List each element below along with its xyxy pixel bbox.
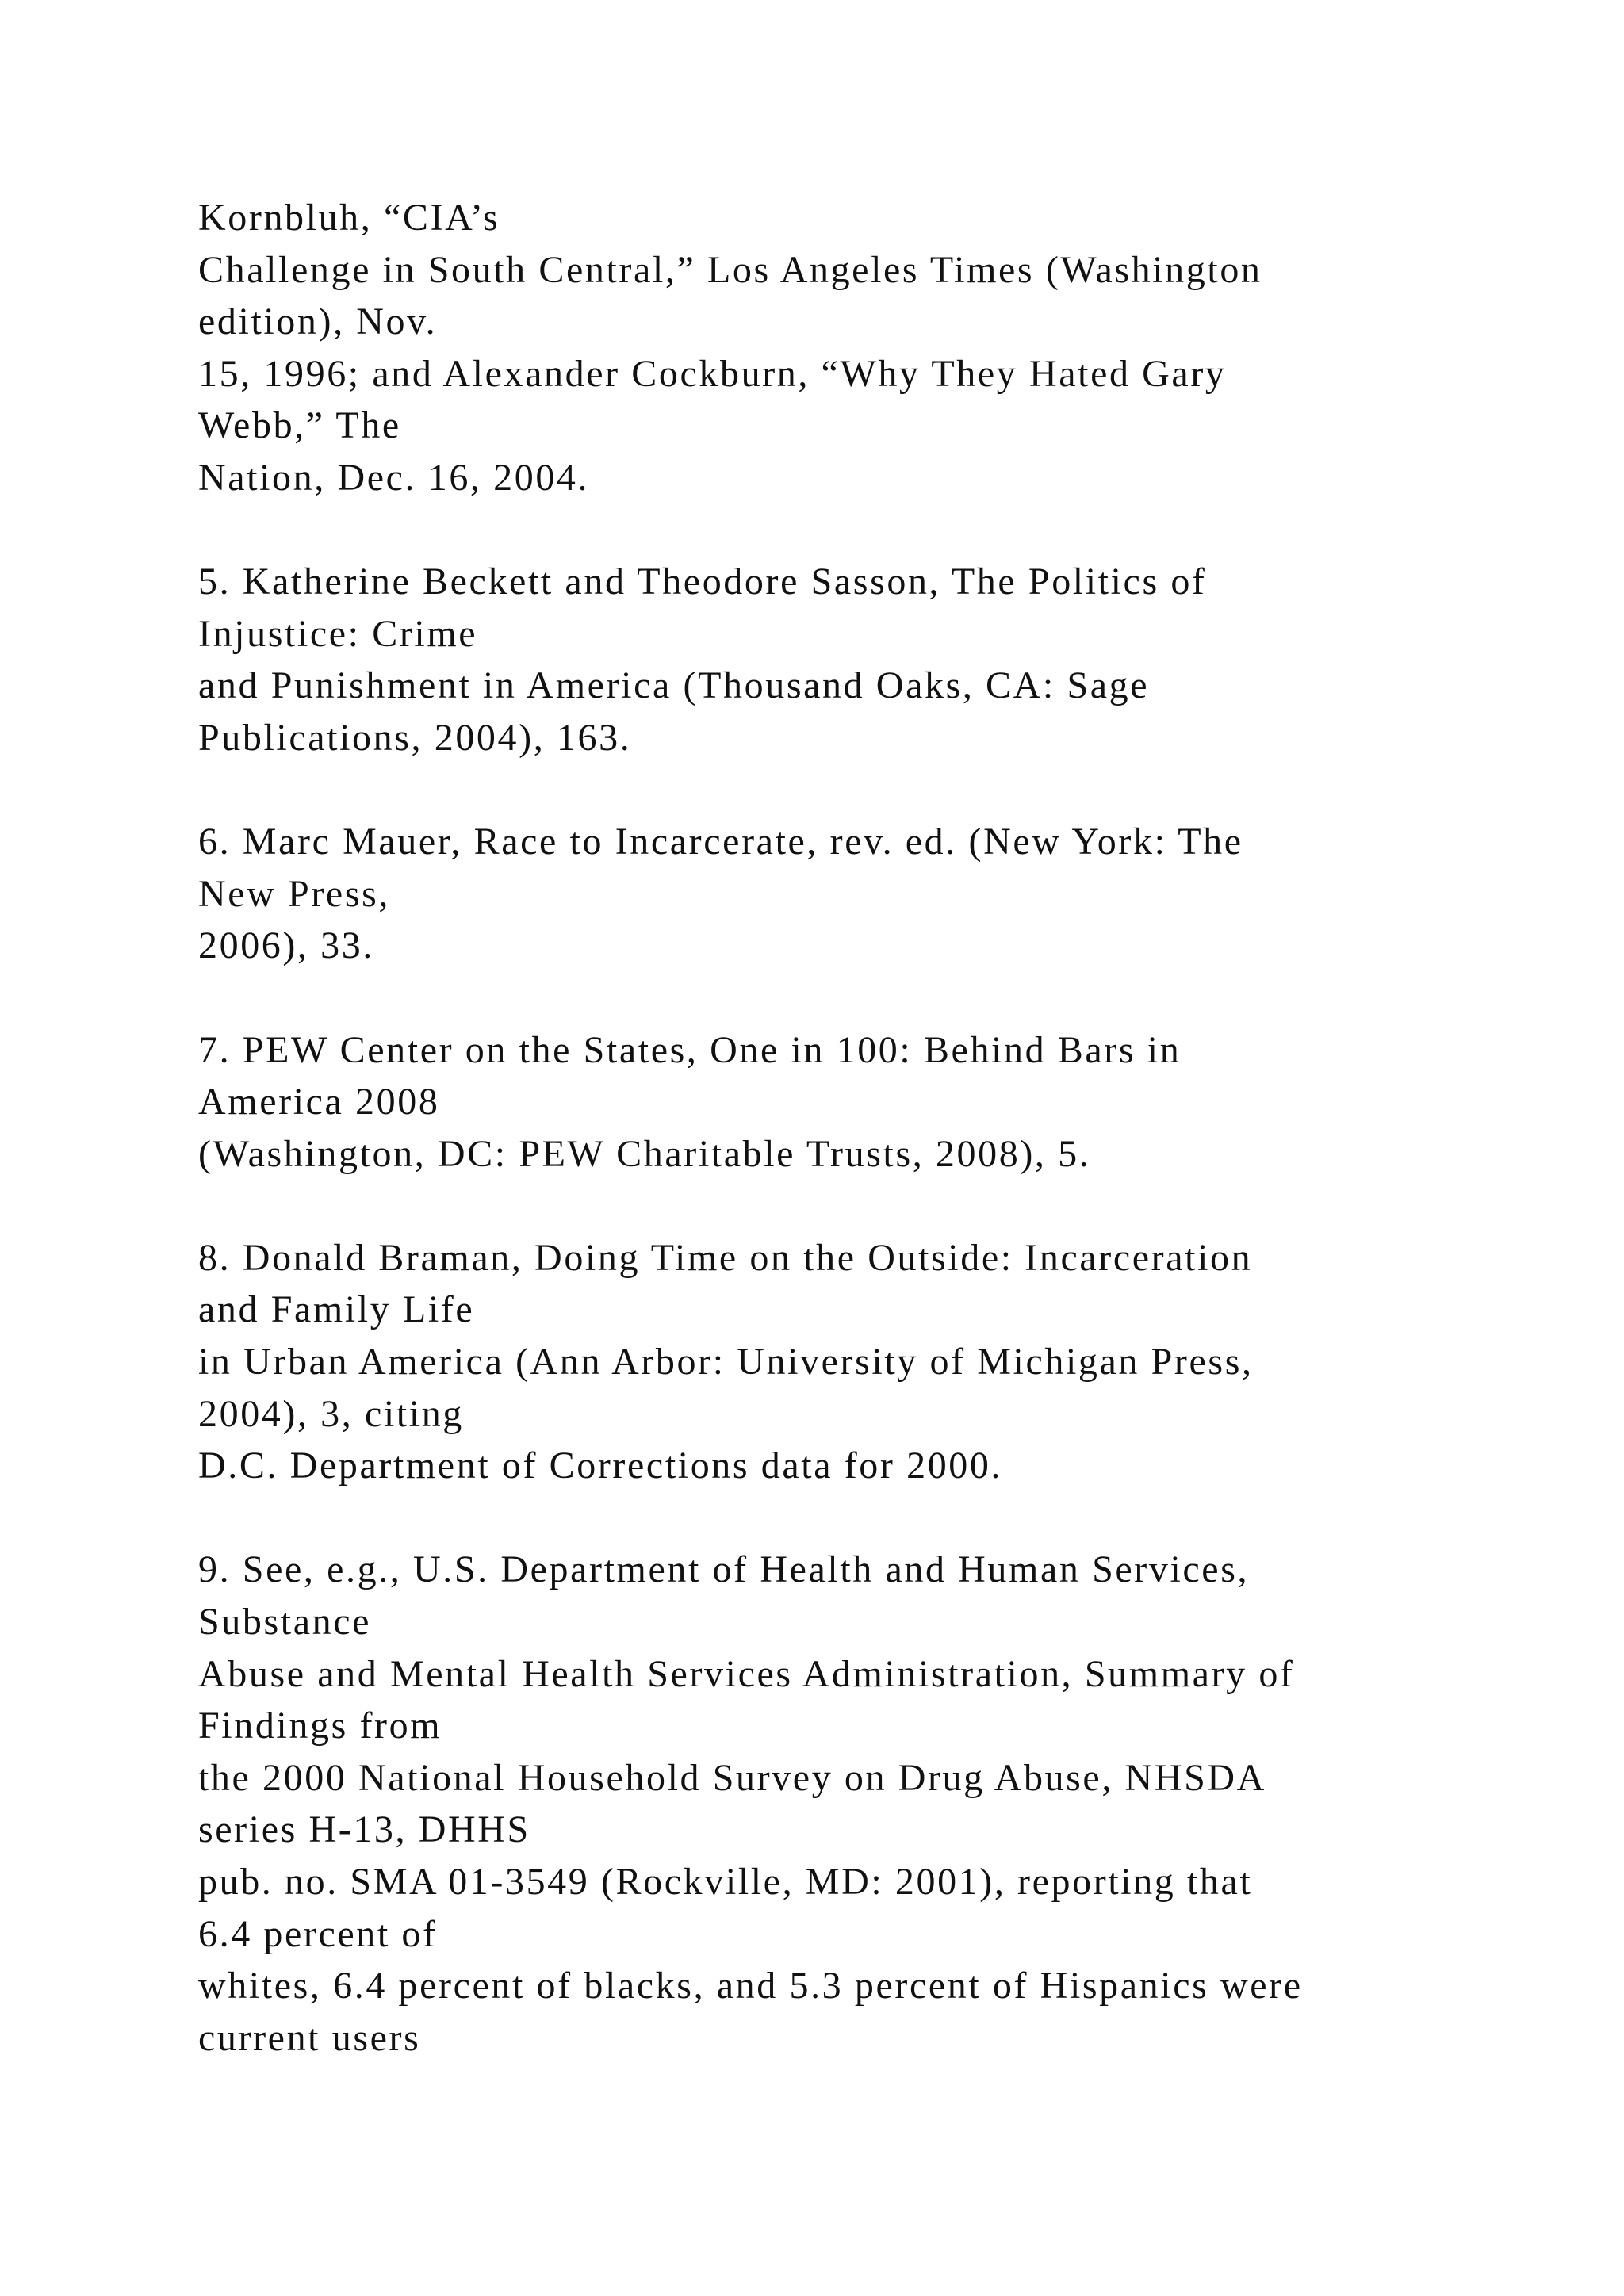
text-line: Substance: [198, 1601, 372, 1644]
blank-line: [198, 1180, 1499, 1232]
blank-line: [198, 972, 1499, 1024]
text-line: Kornbluh, “CIA’s: [198, 197, 500, 239]
text-line: America 2008: [198, 1081, 440, 1123]
text-line: edition), Nov.: [198, 300, 438, 343]
text-line: D.C. Department of Corrections data for 2000.: [198, 1445, 1003, 1487]
text-line: 15, 1996; and Alexander Cockburn, “Why They Hated Gary: [198, 352, 1227, 395]
text-line: 8. Donald Braman, Doing Time on the Outside: Incarceration: [198, 1236, 1253, 1279]
text-line: the 2000 National Household Survey on Drug Abuse, NHSDA: [198, 1756, 1266, 1799]
text-line: series H-13, DHHS: [198, 1808, 530, 1851]
text-line: Findings from: [198, 1705, 442, 1747]
text-line: Abuse and Mental Health Services Administration, Summary of: [198, 1652, 1295, 1695]
text-line: (Washington, DC: PEW Charitable Trusts, 2008), 5.: [198, 1132, 1091, 1175]
text-line: 6. Marc Mauer, Race to Incarcerate, rev. ed. (New York: The: [198, 821, 1243, 863]
text-line: pub. no. SMA 01-3549 (Rockville, MD: 2001), reporting that: [198, 1861, 1253, 1903]
text-line: 2004), 3, citing: [198, 1392, 464, 1435]
text-line: current users: [198, 2016, 421, 2059]
blank-line: [198, 504, 1499, 557]
text-line: 9. See, e.g., U.S. Department of Health and Human Services,: [198, 1548, 1250, 1591]
text-line: whites, 6.4 percent of blacks, and 5.3 percent of Hispanics were: [198, 1965, 1303, 2007]
text-line: Nation, Dec. 16, 2004.: [198, 456, 590, 499]
text-line: 6.4 percent of: [198, 1912, 438, 1955]
text-line: and Punishment in America (Thousand Oaks, CA: Sage: [198, 664, 1150, 707]
text-line: Webb,” The: [198, 404, 401, 447]
blank-line: [198, 764, 1499, 817]
text-line: Publications, 2004), 163.: [198, 716, 632, 759]
text-line: New Press,: [198, 872, 390, 915]
text-line: Injustice: Crime: [198, 612, 478, 655]
text-line: Challenge in South Central,” Los Angeles Times (Washington: [198, 248, 1262, 291]
text-line: in Urban America (Ann Arbor: University of Michigan Press,: [198, 1341, 1254, 1383]
footnotes-text: [198, 192, 1499, 2064]
text-line: 5. Katherine Beckett and Theodore Sasson, The Politics of: [198, 561, 1207, 603]
text-line: and Family Life: [198, 1288, 475, 1331]
text-line: 2006), 33.: [198, 924, 374, 967]
text-line: 7. PEW Center on the States, One in 100: Behind Bars in: [198, 1028, 1182, 1071]
blank-line: [198, 1492, 1499, 1544]
